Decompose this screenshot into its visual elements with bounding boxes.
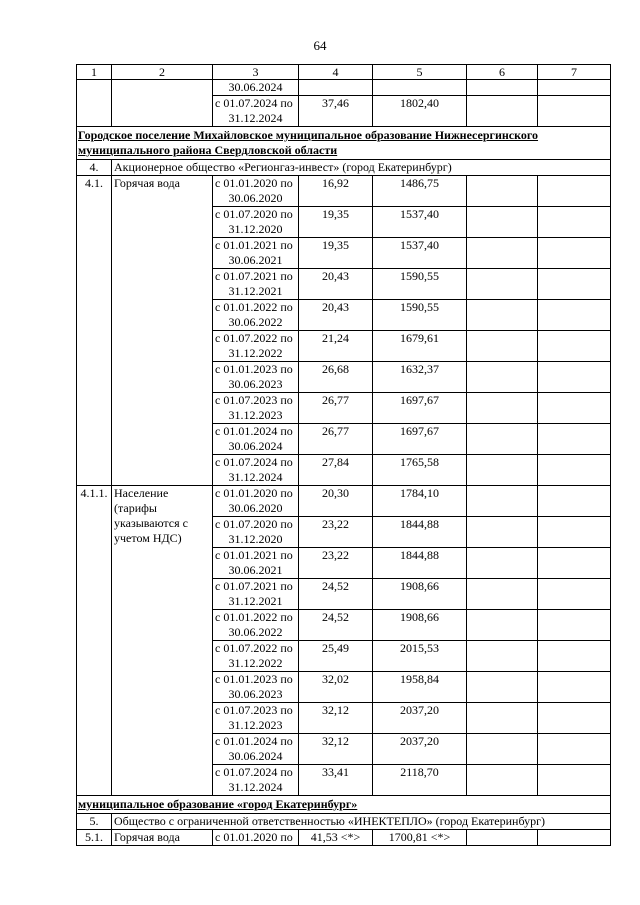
- period-start: с 01.01.2022 по: [215, 300, 293, 314]
- section-row: [77, 127, 611, 160]
- period-start: с 01.01.2023 по: [215, 672, 293, 686]
- organization-name: Общество с ограниченной ответственностью «ИНЕКТЕПЛО» (город Екатеринбург): [112, 814, 611, 830]
- value-col6: [467, 300, 538, 331]
- value-col4: 19,35: [299, 238, 373, 269]
- value-col7: [538, 207, 611, 238]
- number-cell: [77, 80, 112, 127]
- number-cell: 5.1.: [77, 830, 112, 846]
- value-col5: 1765,58: [373, 455, 467, 486]
- value-col5: 2037,20: [373, 734, 467, 765]
- period-start: с 01.07.2023 по: [215, 703, 293, 717]
- period-start: с 01.07.2020 по: [215, 207, 293, 221]
- value-col5: 1590,55: [373, 300, 467, 331]
- period-end: 31.12.2022: [228, 656, 283, 670]
- value-col5: 1908,66: [373, 610, 467, 641]
- name-cell: Горячая вода: [112, 830, 213, 846]
- value-col6: [467, 424, 538, 455]
- value-col7: [538, 765, 611, 796]
- period-end: 31.12.2021: [228, 284, 283, 298]
- period-end: 30.06.2022: [228, 315, 283, 329]
- period-end: 31.12.2024: [228, 780, 283, 794]
- value-col6: [467, 362, 538, 393]
- section-title: муниципальное образование «город Екатеринбург»: [77, 796, 611, 814]
- value-col7: [538, 176, 611, 207]
- value-col5: 1632,37: [373, 362, 467, 393]
- organization-number: 4.: [77, 160, 112, 176]
- value-col5: 1486,75: [373, 176, 467, 207]
- period-end: 31.12.2021: [228, 594, 283, 608]
- period-end: 31.12.2020: [228, 222, 283, 236]
- period-cell: [213, 362, 299, 393]
- value-col4: 32,02: [299, 672, 373, 703]
- table-row: [77, 830, 611, 846]
- period-end: 30.06.2020: [228, 501, 283, 515]
- value-col7: [538, 548, 611, 579]
- value-col4: 21,24: [299, 331, 373, 362]
- period-start: с 01.07.2024 по: [215, 96, 293, 110]
- period-end: 30.06.2024: [228, 749, 283, 763]
- organization-name: Акционерное общество «Регионгаз-инвест» (город Екатеринбург): [112, 160, 611, 176]
- value-col7: [538, 238, 611, 269]
- value-col4: 19,35: [299, 207, 373, 238]
- value-col7: [538, 96, 611, 127]
- value-col5: 1700,81 <*>: [373, 830, 467, 846]
- period-cell: [213, 393, 299, 424]
- column-number-2: 2: [112, 65, 213, 80]
- period-cell: [213, 80, 299, 96]
- value-col7: [538, 517, 611, 548]
- value-col6: [467, 734, 538, 765]
- column-number-1: 1: [77, 65, 112, 80]
- value-col5: 1537,40: [373, 238, 467, 269]
- period-cell: [213, 238, 299, 269]
- period-cell: [213, 641, 299, 672]
- period-start: с 01.01.2020 по: [215, 830, 293, 844]
- value-col6: [467, 80, 538, 96]
- period-cell: [213, 331, 299, 362]
- organization-row: [77, 160, 611, 176]
- period-end: 30.06.2024: [228, 80, 283, 94]
- value-col7: [538, 672, 611, 703]
- period-cell: [213, 517, 299, 548]
- period-end: 30.06.2023: [228, 377, 283, 391]
- value-col4: 27,84: [299, 455, 373, 486]
- value-col6: [467, 641, 538, 672]
- period-end: 30.06.2023: [228, 687, 283, 701]
- value-col5: 2015,53: [373, 641, 467, 672]
- value-col7: [538, 393, 611, 424]
- period-cell: [213, 300, 299, 331]
- value-col5: 1802,40: [373, 96, 467, 127]
- value-col5: 1697,67: [373, 424, 467, 455]
- organization-row: [77, 814, 611, 830]
- section-title: Городское поселение Михайловское муниципальное образование Нижнесергинского муниципального района Свердловской области: [77, 127, 611, 160]
- value-col7: [538, 80, 611, 96]
- value-col4: 32,12: [299, 703, 373, 734]
- value-col4: 37,46: [299, 96, 373, 127]
- section-row: [77, 796, 611, 814]
- value-col4: 33,41: [299, 765, 373, 796]
- value-col7: [538, 331, 611, 362]
- page-number: 64: [313, 38, 327, 53]
- value-col7: [538, 269, 611, 300]
- value-col4: 16,92: [299, 176, 373, 207]
- period-cell: [213, 548, 299, 579]
- value-col4: 26,68: [299, 362, 373, 393]
- value-col4: 26,77: [299, 424, 373, 455]
- value-col4: 20,43: [299, 300, 373, 331]
- column-number-7: 7: [538, 65, 611, 80]
- value-col7: [538, 579, 611, 610]
- value-col5: 1958,84: [373, 672, 467, 703]
- table-row: [77, 486, 611, 517]
- value-col4: 24,52: [299, 579, 373, 610]
- period-cell: [213, 96, 299, 127]
- value-col5: 2037,20: [373, 703, 467, 734]
- period-start: с 01.01.2021 по: [215, 548, 293, 562]
- value-col6: [467, 269, 538, 300]
- period-cell: [213, 486, 299, 517]
- period-start: с 01.01.2024 по: [215, 734, 293, 748]
- value-col6: [467, 610, 538, 641]
- value-col7: [538, 486, 611, 517]
- value-col4: 32,12: [299, 734, 373, 765]
- value-col6: [467, 517, 538, 548]
- value-col5: 2118,70: [373, 765, 467, 796]
- number-cell: 4.1.1.: [77, 486, 112, 796]
- value-col5: 1844,88: [373, 517, 467, 548]
- value-col6: [467, 765, 538, 796]
- value-col7: [538, 610, 611, 641]
- value-col6: [467, 331, 538, 362]
- value-col7: [538, 734, 611, 765]
- period-end: 31.12.2023: [228, 408, 283, 422]
- value-col4: 25,49: [299, 641, 373, 672]
- period-start: с 01.07.2020 по: [215, 517, 293, 531]
- value-col5: 1590,55: [373, 269, 467, 300]
- period-cell: [213, 703, 299, 734]
- value-col7: [538, 424, 611, 455]
- value-col4: [299, 80, 373, 96]
- value-col4: 24,52: [299, 610, 373, 641]
- period-end: 30.06.2022: [228, 625, 283, 639]
- period-end: 31.12.2023: [228, 718, 283, 732]
- period-start: с 01.07.2023 по: [215, 393, 293, 407]
- period-start: с 01.07.2021 по: [215, 269, 293, 283]
- value-col4: 23,22: [299, 517, 373, 548]
- period-end: 31.12.2024: [228, 111, 283, 125]
- value-col5: 1784,10: [373, 486, 467, 517]
- value-col6: [467, 579, 538, 610]
- period-end: 31.12.2022: [228, 346, 283, 360]
- tariff-table: [76, 64, 611, 846]
- value-col7: [538, 362, 611, 393]
- value-col4: 26,77: [299, 393, 373, 424]
- value-col6: [467, 393, 538, 424]
- value-col6: [467, 176, 538, 207]
- value-col7: [538, 830, 611, 846]
- value-col4: 20,43: [299, 269, 373, 300]
- name-cell: Горячая вода: [112, 176, 213, 486]
- table-row: [77, 80, 611, 96]
- value-col5: 1679,61: [373, 331, 467, 362]
- period-start: с 01.07.2024 по: [215, 455, 293, 469]
- column-number-row: [77, 65, 611, 80]
- period-cell: [213, 455, 299, 486]
- table-row: [77, 176, 611, 207]
- value-col5: 1844,88: [373, 548, 467, 579]
- value-col4: 23,22: [299, 548, 373, 579]
- period-cell: [213, 830, 299, 846]
- value-col5: 1908,66: [373, 579, 467, 610]
- period-end: 31.12.2020: [228, 532, 283, 546]
- period-cell: [213, 672, 299, 703]
- period-start: с 01.07.2022 по: [215, 331, 293, 345]
- value-col6: [467, 703, 538, 734]
- period-end: 30.06.2020: [228, 191, 283, 205]
- period-start: с 01.07.2024 по: [215, 765, 293, 779]
- period-end: 30.06.2024: [228, 439, 283, 453]
- column-number-4: 4: [299, 65, 373, 80]
- period-start: с 01.01.2020 по: [215, 176, 293, 190]
- period-end: 30.06.2021: [228, 563, 283, 577]
- value-col6: [467, 486, 538, 517]
- period-start: с 01.01.2022 по: [215, 610, 293, 624]
- period-start: с 01.07.2021 по: [215, 579, 293, 593]
- column-number-6: 6: [467, 65, 538, 80]
- name-cell: Население (тарифы указываются с учетом НДС): [112, 486, 213, 796]
- period-cell: [213, 269, 299, 300]
- period-start: с 01.01.2023 по: [215, 362, 293, 376]
- name-cell: [112, 80, 213, 127]
- period-cell: [213, 207, 299, 238]
- period-end: 30.06.2021: [228, 253, 283, 267]
- value-col6: [467, 96, 538, 127]
- period-start: с 01.01.2024 по: [215, 424, 293, 438]
- period-start: с 01.01.2021 по: [215, 238, 293, 252]
- value-col5: [373, 80, 467, 96]
- period-cell: [213, 765, 299, 796]
- value-col5: 1537,40: [373, 207, 467, 238]
- value-col6: [467, 548, 538, 579]
- value-col5: 1697,67: [373, 393, 467, 424]
- period-end: 31.12.2024: [228, 470, 283, 484]
- number-cell: 4.1.: [77, 176, 112, 486]
- period-start: с 01.07.2022 по: [215, 641, 293, 655]
- value-col4: 41,53 <*>: [299, 830, 373, 846]
- value-col4: 20,30: [299, 486, 373, 517]
- period-cell: [213, 424, 299, 455]
- value-col6: [467, 207, 538, 238]
- period-cell: [213, 734, 299, 765]
- period-cell: [213, 176, 299, 207]
- value-col7: [538, 703, 611, 734]
- period-start: с 01.01.2020 по: [215, 486, 293, 500]
- value-col7: [538, 641, 611, 672]
- column-number-5: 5: [373, 65, 467, 80]
- value-col6: [467, 672, 538, 703]
- value-col6: [467, 455, 538, 486]
- value-col7: [538, 455, 611, 486]
- organization-number: 5.: [77, 814, 112, 830]
- period-cell: [213, 610, 299, 641]
- value-col6: [467, 238, 538, 269]
- column-number-3: 3: [213, 65, 299, 80]
- period-cell: [213, 579, 299, 610]
- value-col6: [467, 830, 538, 846]
- value-col7: [538, 300, 611, 331]
